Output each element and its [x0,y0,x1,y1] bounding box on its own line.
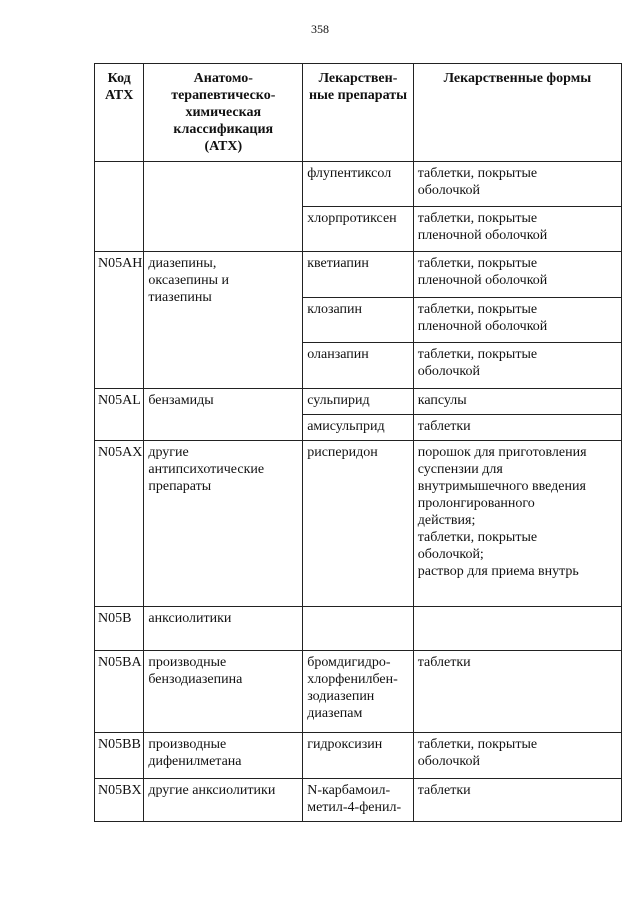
drug-cell: N-карбамоил- метил-4-фенил- [303,779,414,822]
atc-group-cell [144,162,303,252]
atc-code-cell: N05AH [95,252,144,389]
dosage-form-cell: таблетки, покрытые оболочкой [413,162,621,207]
dosage-form-cell: таблетки, покрытые оболочкой [413,343,621,389]
header-drugs: Лекарствен- ные препараты [303,64,414,162]
table-row [95,389,622,415]
atc-code-cell: N05AX [95,441,144,607]
table-row [95,733,622,779]
dosage-form-cell [413,607,621,651]
dosage-form-cell: таблетки [413,415,621,441]
atc-code-cell: N05BX [95,779,144,822]
atc-group-cell: диазепины, оксазепины и тиазепины [144,252,303,389]
table-row [95,651,622,733]
drug-cell: сульпирид [303,389,414,415]
dosage-form-cell: таблетки, покрытые пленочной оболочкой [413,207,621,252]
atc-group-cell: производные дифенилметана [144,733,303,779]
table-row [95,607,622,651]
drug-cell: флупентиксол [303,162,414,207]
atc-group-cell: бензамиды [144,389,303,441]
drug-cell: оланзапин [303,343,414,389]
table-row [95,441,622,607]
dosage-form-cell: таблетки, покрытые оболочкой [413,733,621,779]
atc-code-cell: N05B [95,607,144,651]
dosage-form-cell: таблетки, покрытые пленочной оболочкой [413,252,621,298]
drug-cell: амисульприд [303,415,414,441]
dosage-form-cell: таблетки, покрытые пленочной оболочкой [413,298,621,343]
drug-cell: рисперидон [303,441,414,607]
atc-code-cell: N05BB [95,733,144,779]
drug-cell: гидроксизин [303,733,414,779]
dosage-form-cell: порошок для приготовления суспензии для внутримышечного введения пролонгированного действия; таблетки, покрытые оболочкой; раствор для приема внутрь [413,441,621,607]
header-atc-classification: Анатомо- терапевтическо- химическая классификация (АТХ) [144,64,303,162]
dosage-form-cell: таблетки [413,651,621,733]
dosage-form-cell: таблетки [413,779,621,822]
atc-group-cell: анксиолитики [144,607,303,651]
atc-group-cell: другие антипсихотические препараты [144,441,303,607]
atc-code-cell: N05BA [95,651,144,733]
drug-cell: клозапин [303,298,414,343]
atc-code-cell [95,162,144,252]
drug-cell [303,607,414,651]
page-number: 358 [311,22,329,36]
dosage-form-cell: капсулы [413,389,621,415]
atc-group-cell: другие анксиолитики [144,779,303,822]
table-row [95,162,622,207]
drug-cell: бромдигидро- хлорфенилбен- зодиазепин диазепам [303,651,414,733]
table-row [95,252,622,298]
drug-cell: хлорпротиксен [303,207,414,252]
header-row [95,64,622,162]
table-row [95,779,622,822]
drug-cell: кветиапин [303,252,414,298]
atc-drug-table [94,63,622,822]
header-dosage-forms: Лекарственные формы [413,64,621,162]
atc-group-cell: производные бензодиазепина [144,651,303,733]
header-code: Код АТХ [95,64,144,162]
atc-code-cell: N05AL [95,389,144,441]
